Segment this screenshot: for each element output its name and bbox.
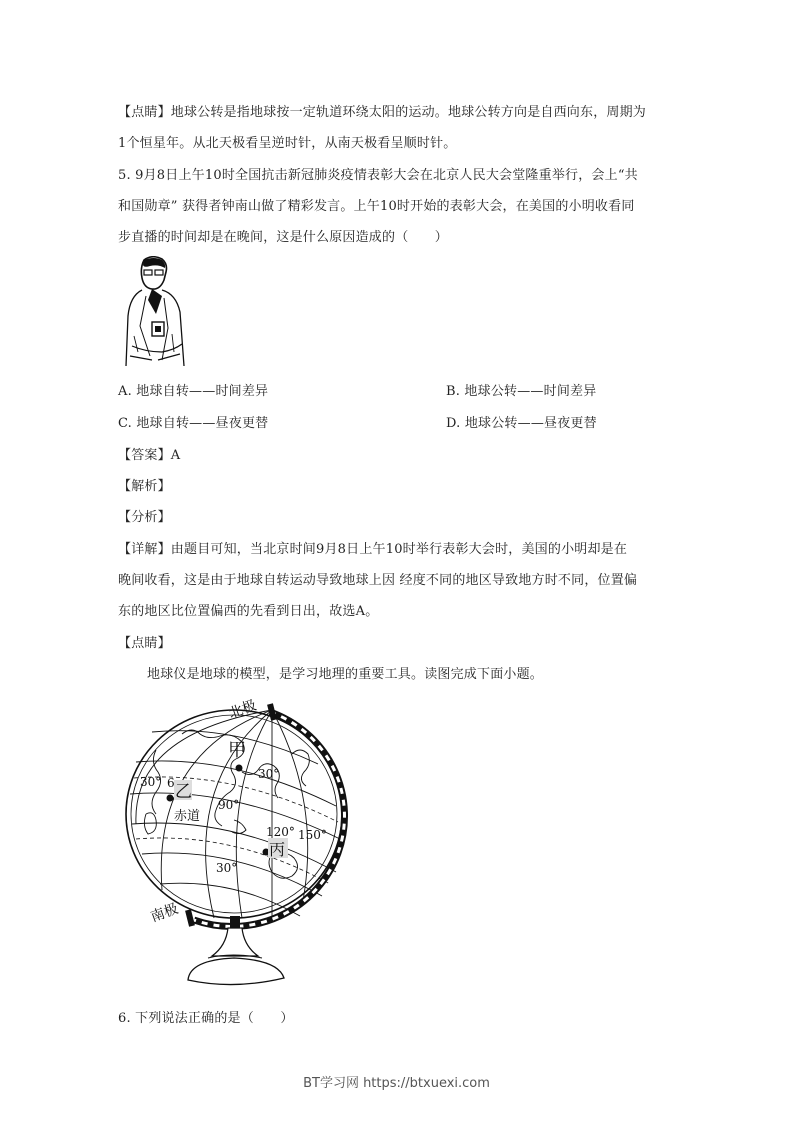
point-bing-label: 丙 <box>269 840 286 859</box>
option-b: B. 地球公转——时间差异 <box>446 384 597 399</box>
question6-line-1: 6. 下列说法正确的是（ ） <box>118 1011 294 1026</box>
answer-label: 【答案】A <box>118 448 181 463</box>
lon-60-label: 6 <box>167 776 175 790</box>
note-line-1: 【点睛】地球公转是指地球按一定轨道环绕太阳的运动。地球公转方向是自西向东，周期为 <box>118 105 647 120</box>
question5-line-2: 和国勋章” 获得者钟南山做了精彩发言。上午10时开始的表彰大会，在美国的小明收看同 <box>118 199 635 214</box>
lat-30n-center-label: 30° <box>258 767 280 781</box>
equator-label: 赤道 <box>174 809 201 824</box>
lon-120-label: 120° <box>266 825 295 839</box>
option-c: C. 地球自转——昼夜更替 <box>118 416 269 431</box>
note-line-2: 1个恒星年。从北天极看呈逆时针，从南天极看呈顺时针。 <box>118 136 457 151</box>
detail-line-3: 东的地区比位置偏西的先看到日出，故选A。 <box>118 604 379 619</box>
jiexi-label: 【解析】 <box>118 479 171 494</box>
option-a: A. 地球自转——时间差异 <box>118 384 269 399</box>
intro-text: 地球仪是地球的模型，是学习地理的重要工具。读图完成下面小题。 <box>147 667 544 682</box>
question5-line-1: 5. 9月8日上午10时全国抗击新冠肺炎疫情表彰大会在北京人民大会堂隆重举行，会上“共 <box>118 168 638 183</box>
lat-30s-label: 30° <box>216 861 238 875</box>
south-pole-label: 南极 <box>148 900 181 926</box>
point-yi-label: 乙 <box>175 782 192 802</box>
lat-30n-left-label: 30° <box>140 775 162 789</box>
north-pole-label: 北极 <box>226 697 259 723</box>
fenxi-label: 【分析】 <box>118 510 171 525</box>
lon-150-label: 150° <box>298 828 327 842</box>
detail-line-1: 【详解】由题目可知，当北京时间9月8日上午10时举行表彰大会时，美国的小明却是在 <box>118 542 628 557</box>
question5-line-3: 步直播的时间却是在晚间，这是什么原因造成的（ ） <box>118 230 449 245</box>
globe-figure <box>122 694 362 990</box>
portrait-illustration <box>122 256 194 372</box>
detail-line-2: 晚间收看，这是由于地球自转运动导致地球上因 经度不同的地区导致地方时不同，位置偏 <box>118 573 638 588</box>
footer-watermark: BT学习网 https://btxuexi.com <box>303 1076 490 1091</box>
lon-90-label: 90° <box>218 798 240 812</box>
option-d: D. 地球公转——昼夜更替 <box>446 416 597 431</box>
dianjing-label: 【点睛】 <box>118 636 171 651</box>
point-jia-label: 甲 <box>228 740 246 761</box>
